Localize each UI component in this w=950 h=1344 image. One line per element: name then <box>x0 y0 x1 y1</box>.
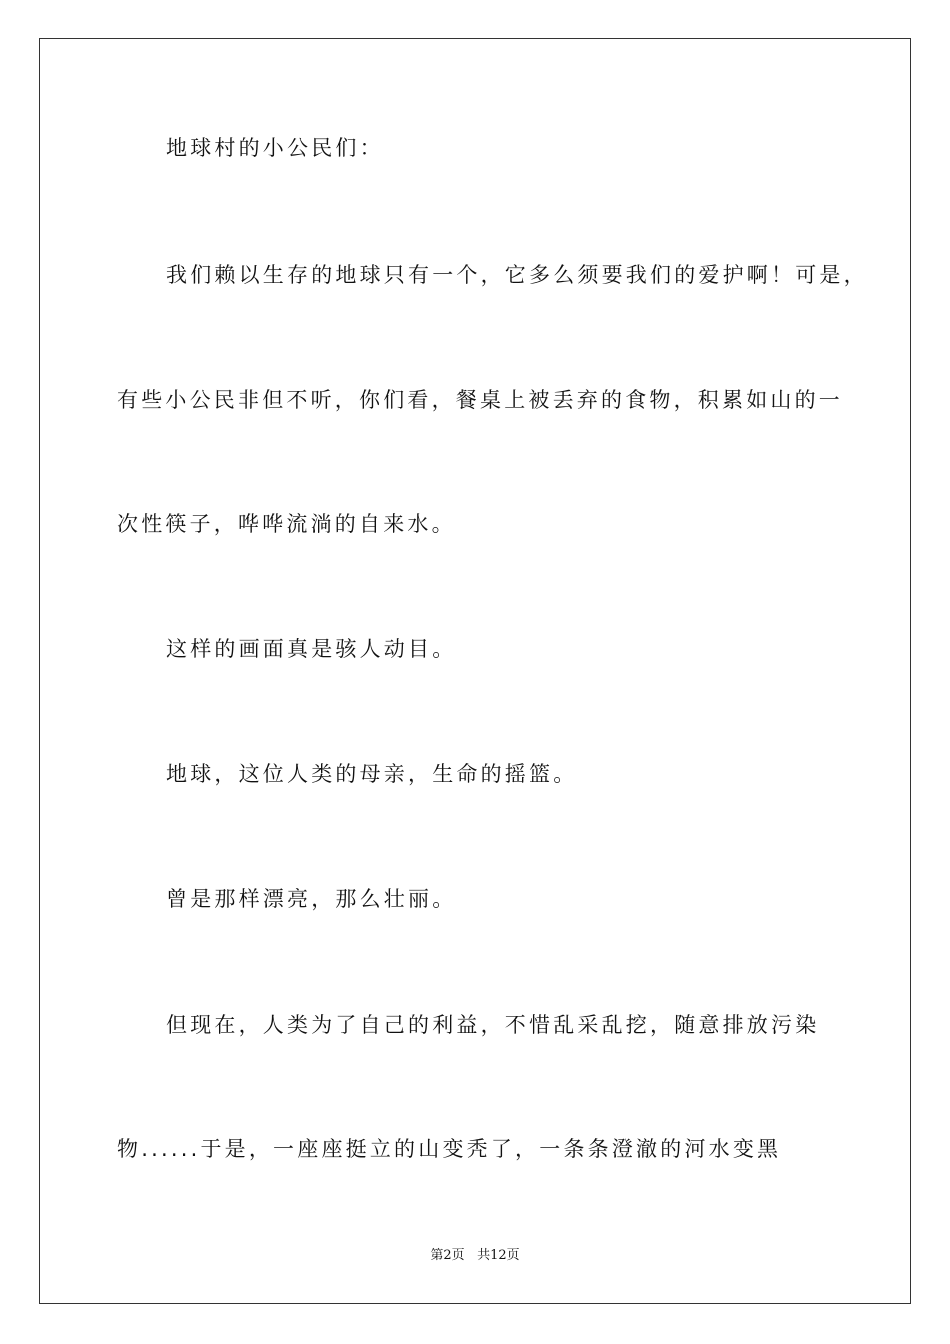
page-total: 共12页 <box>477 1248 520 1263</box>
paragraph-line-2: 有些小公民非但不听，你们看，餐桌上被丢弃的食物，积累如山的一 <box>117 388 843 412</box>
paragraph-line-8: 物......于是，一座座挺立的山变秃了，一条条澄澈的河水变黑 <box>117 1137 782 1161</box>
page-border <box>39 38 911 1304</box>
paragraph-line-1: 我们赖以生存的地球只有一个，它多么须要我们的爱护啊！可是， <box>166 263 868 287</box>
paragraph-line-6: 曾是那样漂亮，那么壮丽。 <box>166 887 457 911</box>
page-footer <box>0 1247 950 1265</box>
paragraph-line-7: 但现在，人类为了自己的利益，不惜乱采乱挖，随意排放污染 <box>166 1013 820 1037</box>
salutation-line: 地球村的小公民们： <box>166 136 384 160</box>
paragraph-line-3: 次性筷子，哗哗流淌的自来水。 <box>117 512 456 536</box>
page-number: 第2页 <box>430 1248 465 1263</box>
paragraph-line-5: 地球，这位人类的母亲，生命的摇篮。 <box>166 762 578 786</box>
paragraph-line-4: 这样的画面真是骇人动目。 <box>166 637 457 661</box>
